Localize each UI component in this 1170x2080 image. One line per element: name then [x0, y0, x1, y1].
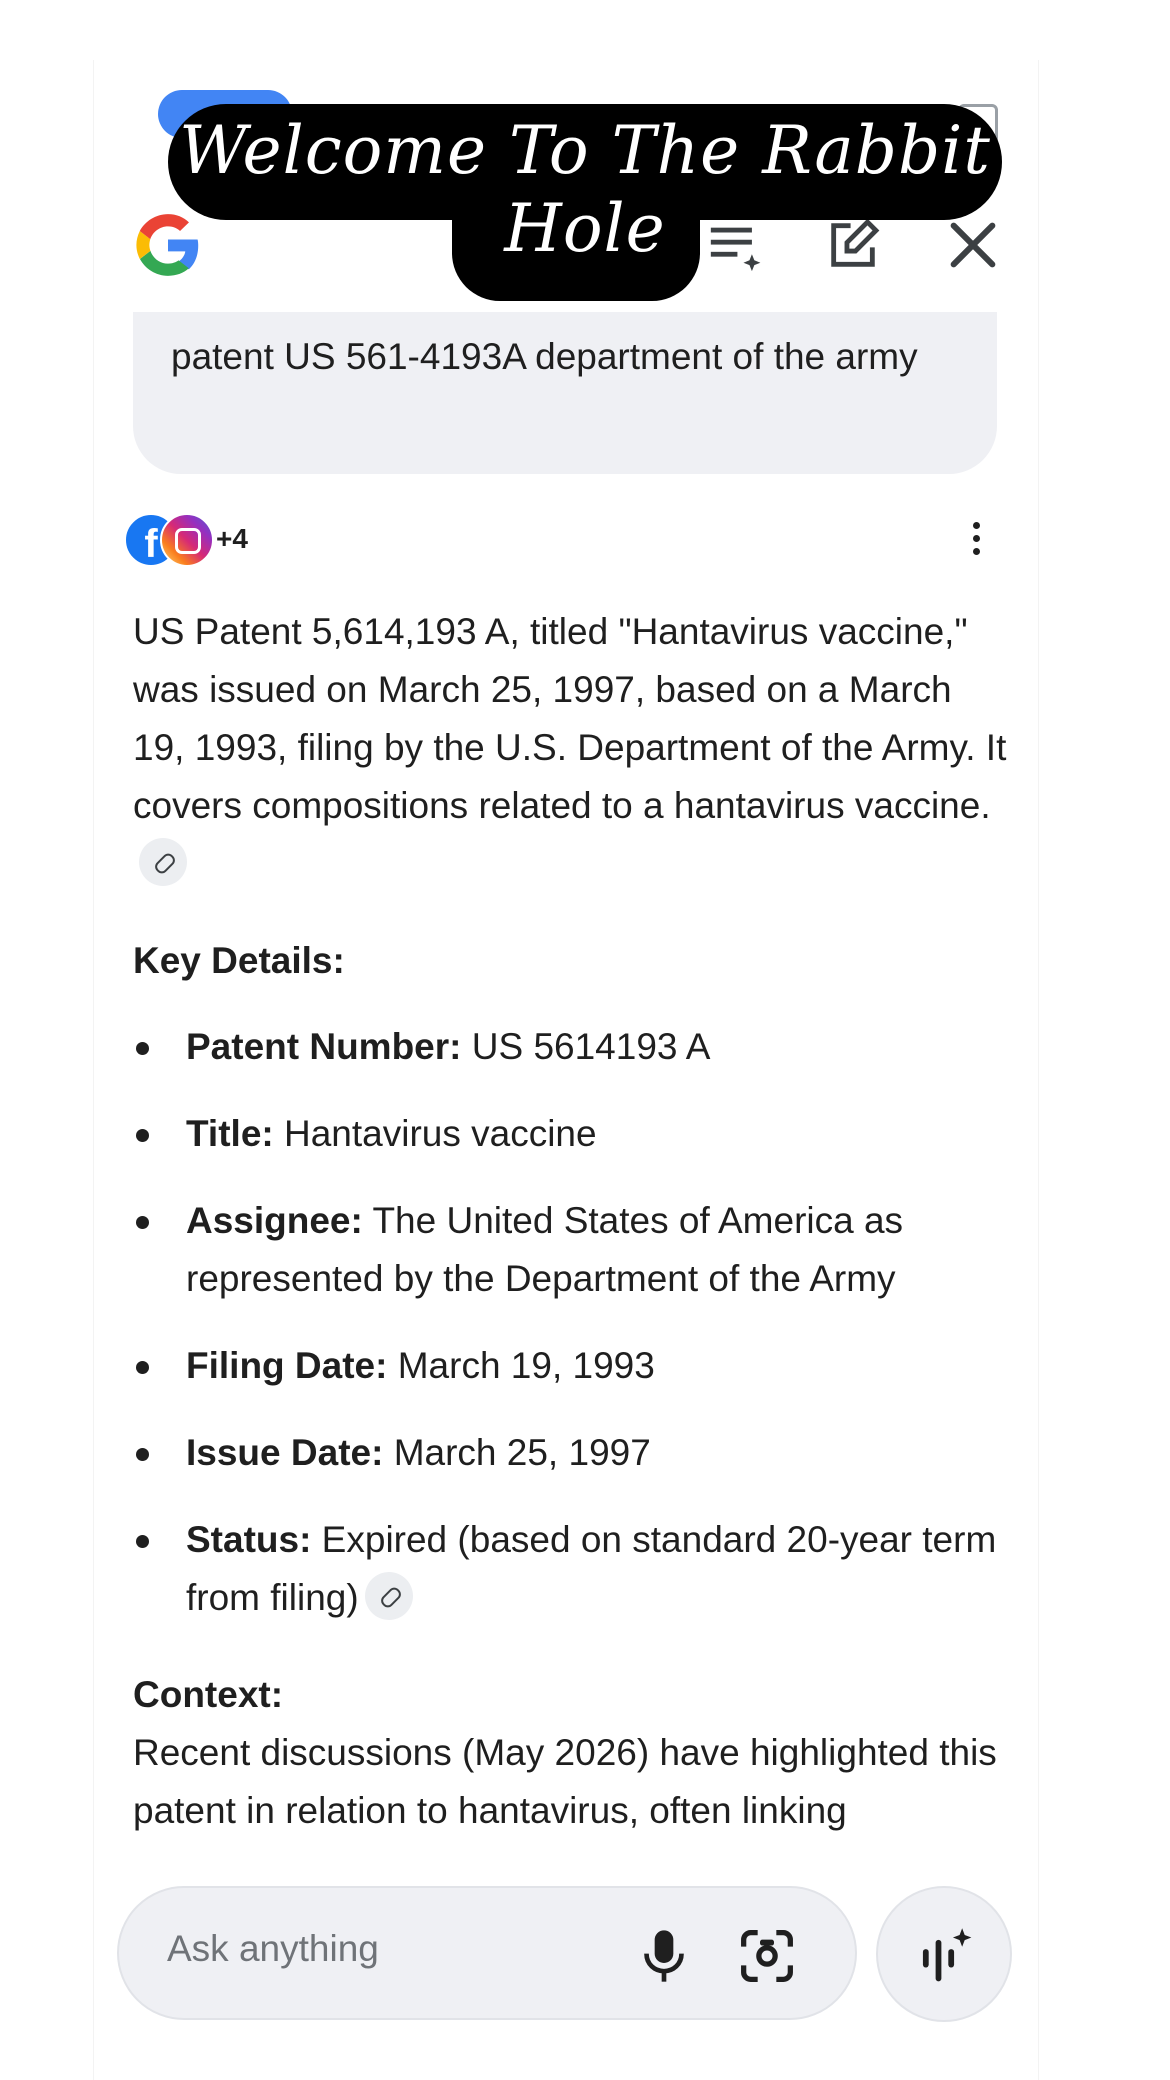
microphone-icon[interactable] [639, 1928, 689, 1984]
detail-value: Expired (based on standard 20-year term from filing) [186, 1519, 997, 1618]
answer-summary-text: US Patent 5,614,193 A, titled "Hantavirus vaccine," was issued on March 25, 1997, based on a March 19, 1993, filing by the U.S. Department of the Army. It covers compositions related to a hantavirus vaccine. [133, 611, 1007, 826]
context-text: Recent discussions (May 2026) have highlighted this patent in relation to hantavirus, often linking [133, 1732, 997, 1831]
detail-value: March 25, 1997 [383, 1432, 651, 1473]
google-lens-icon[interactable] [739, 1928, 795, 1984]
detail-label: Title: [186, 1113, 274, 1154]
detail-label: Issue Date: [186, 1432, 384, 1473]
detail-value: The United States of America as represented by the Department of the Army [186, 1200, 904, 1299]
sources-more-count: +4 [216, 523, 248, 554]
detail-value: March 19, 1993 [387, 1345, 655, 1386]
user-query-text: patent US 561-4193A department of the army [171, 336, 918, 377]
key-details-title: Key Details: [133, 940, 345, 981]
detail-label: Patent Number: [186, 1026, 462, 1067]
overlay-caption-line2: Hole [504, 190, 666, 267]
detail-value: Hantavirus vaccine [273, 1113, 597, 1154]
key-details-list [133, 1018, 1013, 1627]
overlay-caption [168, 112, 1002, 268]
list-item [133, 1511, 1013, 1627]
ask-input-bar[interactable] [117, 1886, 857, 2020]
list-item [133, 1192, 1013, 1308]
live-voice-button[interactable] [876, 1886, 1012, 2022]
detail-label: Filing Date: [186, 1345, 388, 1386]
live-voice-icon [918, 1926, 974, 1986]
answer-summary [133, 603, 1013, 893]
list-item [133, 1337, 1013, 1395]
ask-input-placeholder[interactable]: Ask anything [167, 1928, 379, 1969]
overlay-caption-line1: Welcome To The Rabbit [179, 112, 991, 189]
more-options-icon[interactable] [964, 522, 988, 562]
facebook-icon: f [124, 513, 178, 567]
detail-value: US 5614193 A [461, 1026, 711, 1067]
list-item [133, 1424, 1013, 1482]
answer-body [133, 603, 1013, 1840]
detail-label: Status: [186, 1519, 312, 1560]
list-item [133, 1105, 1013, 1163]
list-item [133, 1018, 1013, 1076]
source-link-icon[interactable] [139, 838, 187, 886]
instagram-icon [160, 513, 214, 567]
context-title: Context: [133, 1674, 284, 1715]
detail-label: Assignee: [186, 1200, 363, 1241]
source-link-icon[interactable] [365, 1572, 413, 1620]
